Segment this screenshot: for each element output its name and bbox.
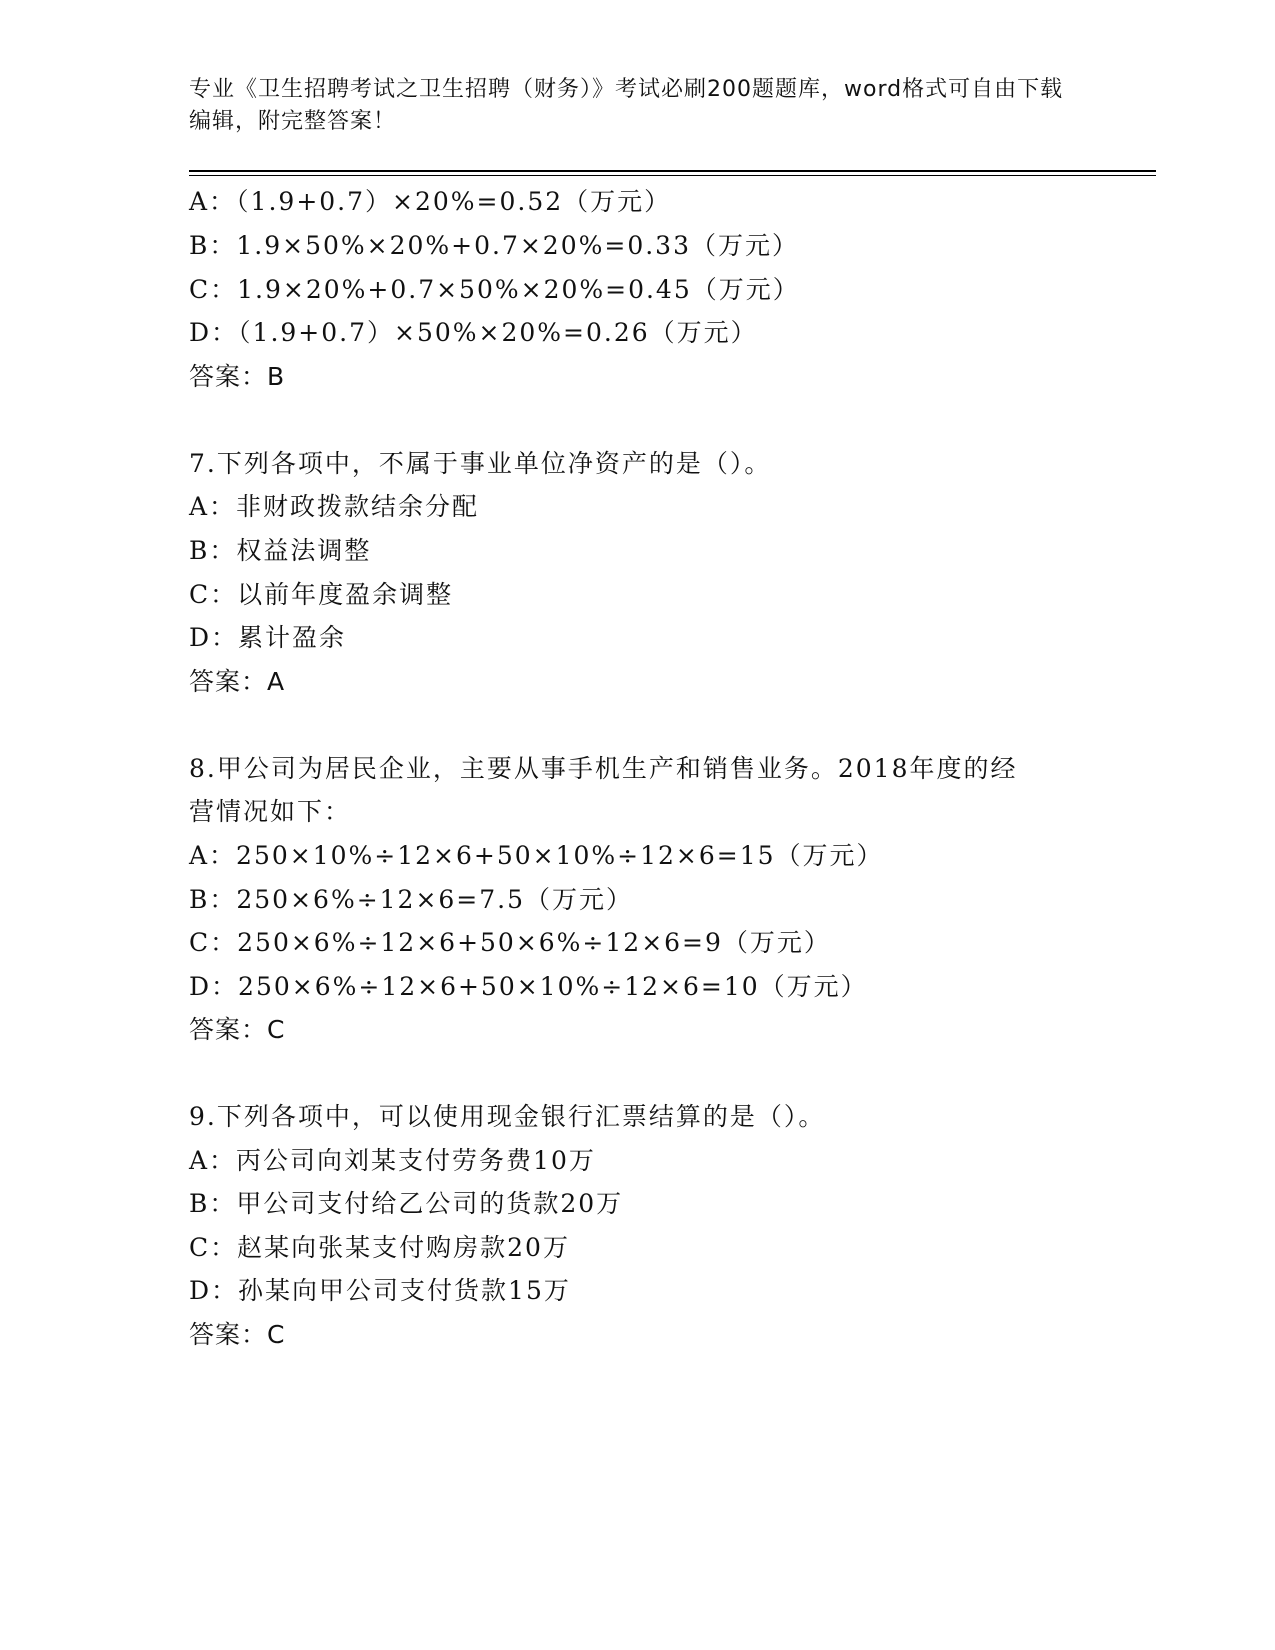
q6-option-b: B：1.9×50%×20%+0.7×20%=0.33（万元） — [189, 231, 799, 260]
q8-stem-line2: 营情况如下： — [189, 797, 352, 826]
q9-answer: 答案：C — [189, 1320, 286, 1349]
q9-option-c: C：赵某向张某支付购房款20万 — [189, 1233, 570, 1262]
q8-stem-line1: 8.甲公司为居民企业，主要从事手机生产和销售业务。2018年度的经 — [189, 754, 1018, 783]
q8-option-d: D：250×6%÷12×6+50×10%÷12×6=10（万元） — [189, 972, 868, 1001]
q7-stem: 7.下列各项中，不属于事业单位净资产的是（）。 — [189, 449, 772, 478]
header-divider-top — [189, 170, 1156, 172]
q6-option-a: A：（1.9+0.7）×20%=0.52（万元） — [189, 187, 672, 216]
q8-option-a: A：250×10%÷12×6+50×10%÷12×6=15（万元） — [189, 841, 884, 870]
q8-option-c: C：250×6%÷12×6+50×6%÷12×6=9（万元） — [189, 928, 831, 957]
header-divider-bottom — [189, 175, 1156, 176]
q7-option-b: B：权益法调整 — [189, 536, 372, 565]
q7-answer: 答案：A — [189, 667, 286, 696]
q6-option-d: D：（1.9+0.7）×50%×20%=0.26（万元） — [189, 318, 758, 347]
q6-answer: 答案：B — [189, 362, 286, 391]
q7-option-c: C：以前年度盈余调整 — [189, 580, 454, 609]
q8-option-b: B：250×6%÷12×6=7.5（万元） — [189, 885, 634, 914]
q7-option-d: D：累计盈余 — [189, 623, 347, 652]
q9-option-a: A：丙公司向刘某支付劳务费10万 — [189, 1146, 596, 1175]
q9-option-b: B：甲公司支付给乙公司的货款20万 — [189, 1189, 624, 1218]
q9-option-d: D：孙某向甲公司支付货款15万 — [189, 1276, 571, 1305]
q7-option-a: A：非财政拨款结余分配 — [189, 492, 480, 521]
q8-answer: 答案：C — [189, 1015, 286, 1044]
q9-stem: 9.下列各项中，可以使用现金银行汇票结算的是（）。 — [189, 1102, 826, 1131]
document-description: 专业《卫生招聘考试之卫生招聘（财务）》考试必刷200题题库，word格式可自由下载编辑，附完整答案！ — [189, 77, 1064, 134]
q6-option-c: C：1.9×20%+0.7×50%×20%=0.45（万元） — [189, 275, 800, 304]
